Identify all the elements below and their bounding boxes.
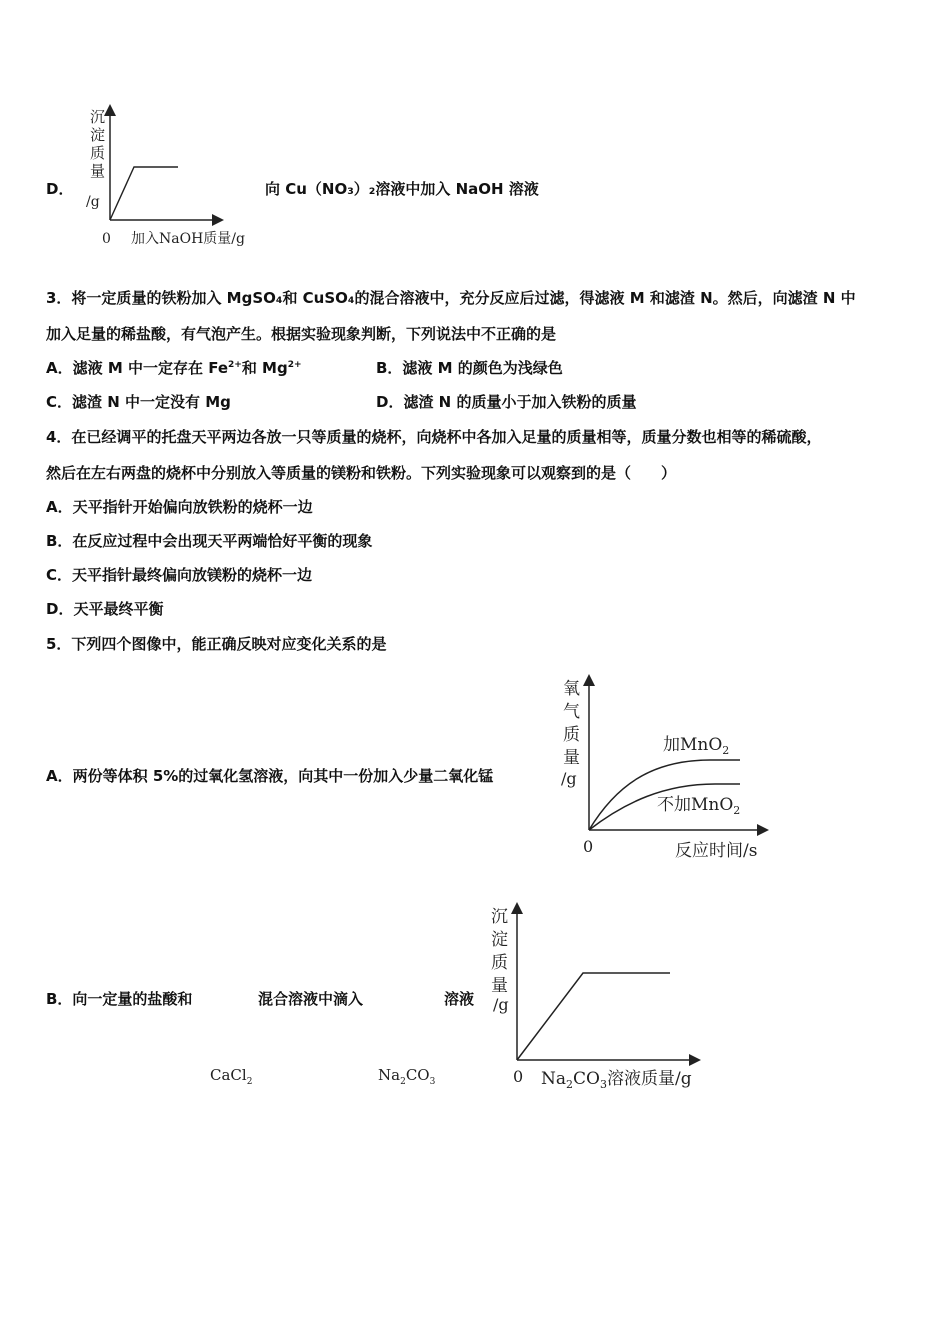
q3-option-b: B．滤液 M 的颜色为浅绿色 — [376, 359, 563, 377]
q5b-y-char-4: 量 — [491, 976, 508, 996]
q2d-x-label: 加入NaOH质量/g — [131, 231, 245, 247]
q4-option-c: C．天平指针最终偏向放镁粉的烧杯一边 — [46, 566, 313, 584]
q5b-y-char-2: 淀 — [491, 930, 508, 950]
q3-stem-line1: 3．将一定质量的铁粉加入 MgSO₄和 CuSO₄的混合溶液中，充分反应后过滤，得滤液 M 和滤渣 N。然后，向滤渣 N 中 — [46, 289, 856, 307]
q2d-origin: 0 — [102, 231, 111, 247]
q4-stem-line2: 然后在左右两盘的烧杯中分别放入等质量的镁粉和铁粉。下列实验现象可以观察到的是（ ） — [46, 464, 677, 482]
q5b-formula-na2co3: $Na_2CO_3$ — [378, 1066, 436, 1087]
q4-stem-line1: 4．在已经调平的托盘天平两边各放一只等质量的烧杯，向烧杯中各加入足量的质量相等，质量分数也相等的稀硫酸， — [46, 428, 822, 446]
q5a-origin: 0 — [583, 837, 594, 856]
q5a-x-label: 反应时间/s — [675, 841, 758, 861]
q5a-y-char-1: 氧 — [563, 679, 580, 699]
q3-option-a: A．滤液 M 中一定存在 $Fe^{2+}$和 $Mg^{2+}$ — [46, 359, 302, 377]
q5a-curve1-label: 加MnO$_2$ — [663, 735, 730, 757]
q5-option-b-post: 溶液 — [444, 990, 475, 1008]
q5b-graph — [485, 900, 725, 1095]
q5b-y-char-1: 沉 — [491, 907, 508, 927]
q3-option-c: C．滤渣 N 中一定没有 Mg — [46, 393, 231, 411]
q5a-graph — [555, 672, 785, 864]
q5a-y-char-3: 质 — [563, 725, 580, 745]
q5b-curve — [517, 973, 670, 1060]
q5-option-b-pre: B．向一定量的盐酸和 — [46, 990, 193, 1008]
q2d-y-char-4: 量 — [90, 162, 106, 180]
q5a-y-char-2: 气 — [563, 702, 580, 722]
q4-option-a: A．天平指针开始偏向放铁粉的烧杯一边 — [46, 498, 313, 516]
q5a-curve2-label: 不加MnO$_2$ — [657, 795, 741, 817]
q5a-y-char-4: 量 — [563, 748, 580, 768]
q4-option-d: D．天平最终平衡 — [46, 600, 164, 618]
q5b-origin: 0 — [513, 1067, 524, 1086]
q2d-y-unit: /g — [86, 194, 100, 210]
q5-option-a: A．两份等体积 5%的过氧化氢溶液，向其中一份加入少量二氧化锰 — [46, 767, 494, 785]
q3-option-d: D．滤渣 N 的质量小于加入铁粉的质量 — [376, 393, 637, 411]
q5b-formula-cacl2: CaCl$_2$ — [210, 1066, 253, 1087]
q5-stem: 5．下列四个图像中，能正确反映对应变化关系的是 — [46, 635, 387, 653]
q2d-y-char-3: 质 — [90, 144, 106, 162]
q2d-y-char-2: 淀 — [90, 126, 106, 144]
q2d-curve — [110, 167, 178, 220]
q2-option-d-label: D． — [46, 180, 74, 198]
q2d-y-char-1: 沉 — [90, 108, 106, 126]
q3-stem-line2: 加入足量的稀盐酸，有气泡产生。根据实验现象判断，下列说法中不正确的是 — [46, 325, 557, 343]
q4-option-b: B．在反应过程中会出现天平两端恰好平衡的现象 — [46, 532, 373, 550]
q2d-text: 向 Cu（NO₃）₂溶液中加入 NaOH 溶液 — [265, 180, 539, 198]
q5b-y-unit: /g — [493, 995, 509, 1014]
q5b-x-label: $Na_2CO_3$溶液质量/g — [541, 1069, 692, 1091]
q5-option-b-mid: 混合溶液中滴入 — [258, 990, 364, 1008]
q5b-y-char-3: 质 — [491, 953, 508, 973]
q5a-y-unit: /g — [561, 769, 577, 788]
q2d-graph — [78, 100, 268, 252]
